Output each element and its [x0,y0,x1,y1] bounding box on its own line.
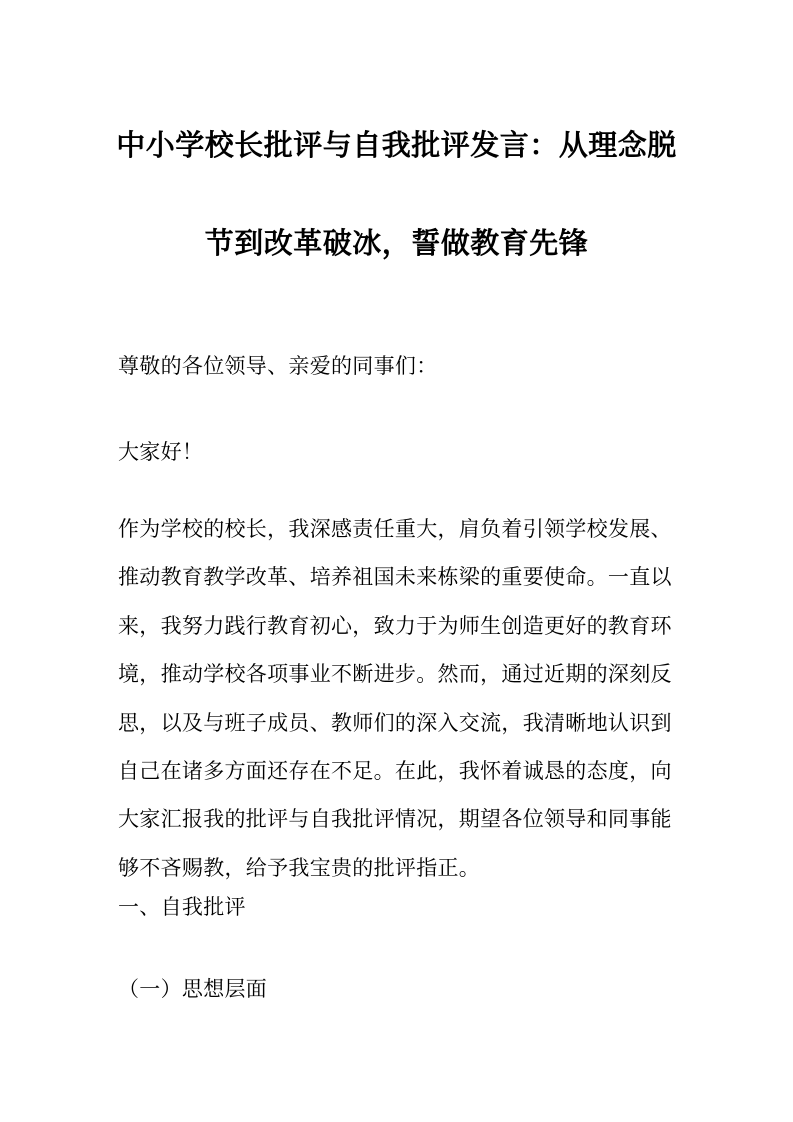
paragraph-line: 思，以及与班子成员、教师们的深入交流，我清晰地认识到 [118,711,672,735]
section-heading-self-criticism: 一、自我批评 [118,896,246,919]
paragraph-line: 推动教育教学改革、培养祖国未来栋梁的重要使命。一直以 [118,566,672,590]
document-title-line-2: 节到改革破冰，誓做教育先锋 [204,228,589,260]
paragraph-line: 来，我努力践行教育初心，致力于为师生创造更好的教育环 [118,614,672,638]
paragraph-line: 够不吝赐教，给予我宝贵的批评指正。 [118,856,481,880]
document-title-line-1: 中小学校长批评与自我批评发言：从理念脱 [116,130,677,162]
intro-paragraph [118,506,678,893]
paragraph-line: 境，推动学校各项事业不断进步。然而，通过近期的深刻反 [118,663,672,687]
greeting-line: 大家好！ [118,441,204,464]
paragraph-line: 作为学校的校长，我深感责任重大，肩负着引领学校发展、 [118,518,672,541]
paragraph-line: 自己在诸多方面还存在不足。在此，我怀着诚恳的态度，向 [118,760,672,784]
salutation-line: 尊敬的各位领导、亲爱的同事们： [118,355,438,378]
subsection-heading-thought-level: （一）思想层面 [118,978,268,1001]
paragraph-line: 大家汇报我的批评与自我批评情况，期望各位领导和同事能 [118,808,672,832]
